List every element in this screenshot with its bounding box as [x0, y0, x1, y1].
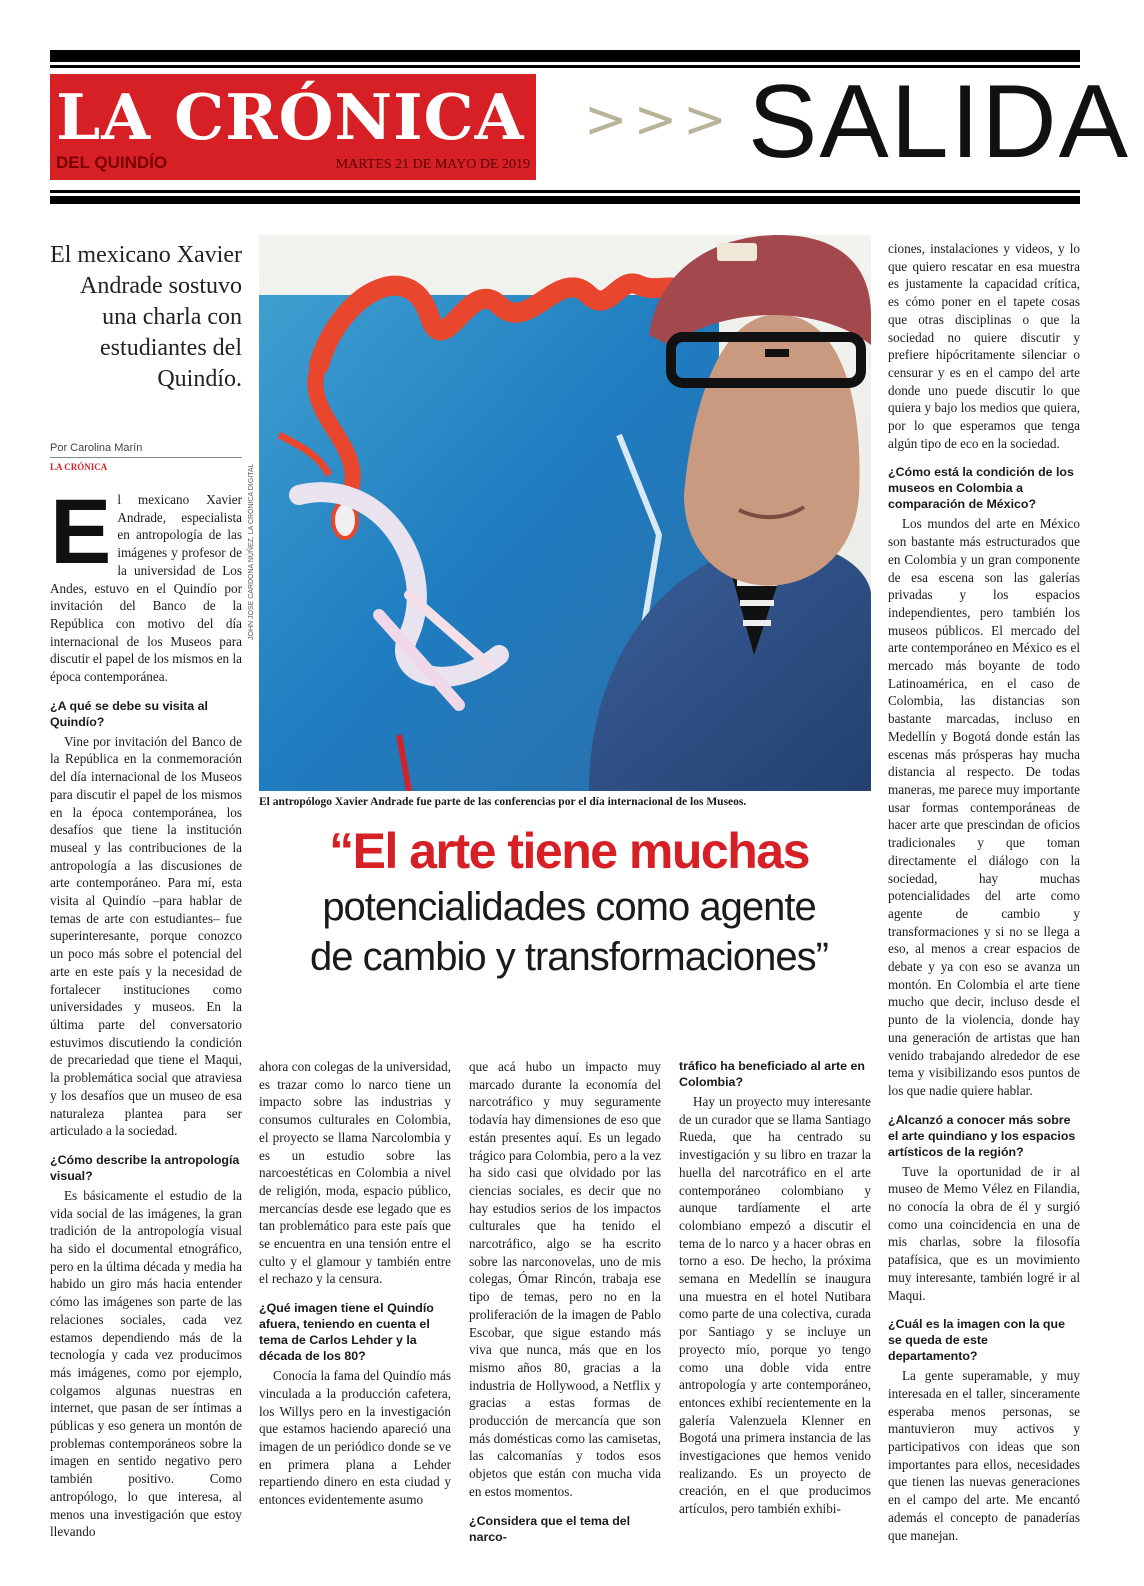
question-4-end: tráfico ha beneficiado al arte en Colombia?: [679, 1059, 865, 1089]
question-6: ¿Alcanzó a conocer más sobre el arte quindiano y los espacios artísticos de la región?: [888, 1112, 1076, 1159]
top-rule-thick: [50, 50, 1080, 62]
photo-caption: El antropólogo Xavier Andrade fue parte de las conferencias por el día internacional de los Museos.: [259, 796, 747, 808]
question-2: ¿Cómo describe la antropología visual?: [50, 1152, 240, 1183]
masthead-subtitle: DEL QUINDÍO: [56, 153, 168, 172]
answer-2: Es básicamente el estudio de la vida social de las imágenes, la gran tradición de la antropología visual ha sido el documental etnográfico, pero en la última década y media ha habido un giro más hacia entender cómo las imágenes son parte de las relaciones sociales, cada vez estamos dependiendo más de la tecnología y cada vez producimos más imágenes, como por ejemplo, colgamos algunas nuestras en internet, que pasan de ser íntimas a públicas y eso genera un montón de problemas contemporáneos sobre la imagen en sentido negativo pero también positivo. Como antropólogo, lo que interesa, al menos una investigación que estoy llevando: [50, 1187, 242, 1540]
article-photo: [259, 235, 871, 791]
answer-3-continued: que acá hubo un impacto muy marcado durante la economía del narcotráfico y muy seguramente todavía hay dimensiones de eso que están presentes aquí. Es un legado trágico para Colombia, pero a la vez ha sido casi que olvidado por las ciencias sociales, es decir que no hay estudios serios de los impactos culturales que ha tenido el narcotráfico, algo se ha escrito sobre las narconovelas, uno de mis colegas, Ómar Rincón, trabaja ese tipo de temas, pero no en la proliferación de la imagen de Pablo Escobar, que sigue estando más viva que nunca, más que en los mismo años 80, gracias a la industria de Hollywood, a Netflix y gracias a estas formas de producción de mercancía que son más domésticas como las camisetas, las calcomanías y todos esos objetos que están con mucha vida en estos momentos.: [469, 1059, 661, 1499]
question-4-start: ¿Considera que el tema del narco-: [469, 1513, 631, 1544]
byline-outlet: LA CRÓNICA: [50, 462, 108, 472]
photo-illustration: [259, 235, 871, 791]
photo-credit: JOHN JOSE CARDONA NÚÑEZ, LA CRÓNICA DIGITAL: [248, 463, 255, 640]
lead-paragraph: l mexicano Xavier Andrade, especialista en antropología de las imágenes y profesor de la universidad de Los Andes, estuvo en el Quindío por invitación del Banco de la República con motivo del día internacional de los Museos para discutir el papel de los mismos en la época contemporánea.: [50, 492, 242, 685]
answer-7: La gente superamable, y muy interesada en el taller, sinceramente esperaba menos personas, se mantuvieron muy activos y participativos con ideas que son importantes para ellos, necesidades que tienen las nuevas generaciones en el campo del arte. Me encantó además el concepto de panaderías que manejan.: [888, 1368, 1080, 1543]
answer-4-continued: ciones, instalaciones y videos, y lo que quiero rescatar en esa muestra es justamente la capacidad crítica, es cómo poner en el tapete cosas que otras disciplinas o que la sociedad no quiere discutir y prefiere hipócritamente silenciar o censurar y es en el campo del arte donde uno puede discutir lo que quiera y bajo los medios que quiera, por lo que esperamos que tenga algún tipo de eco en la sociedad.: [888, 241, 1080, 451]
answer-1: Vine por invitación del Banco de la República en la conmemoración del día internacional de los Museos para discutir el papel de los mismos en la época contemporánea, los desafíos que tiene la institución museal y las contribuciones de la antropología a las discusiones de arte contemporáneo. Para mí, esta visita al Quindío –para hablar de temas de arte con estudiantes– fue superinteresante, porque conozco un poco más sobre el potencial del arte en este país y la necesidad de fortalecer instituciones como universidades y museos. En la última parte del conversatorio estuvimos discutiendo la condición de precariedad que tiene el Maqui, la problemática social que atraviesa y los desafíos que un museo de esa naturaleza plantea para ser articulado a la sociedad.: [50, 733, 242, 1139]
masthead: [50, 74, 536, 180]
masthead-date: MARTES 21 DE MAYO DE 2019: [335, 157, 530, 172]
answer-4: Hay un proyecto muy interesante de un curador que se llama Santiago Rueda, que ha centrado su investigación y su libro en trazar la huella del narcotráfico en el arte contemporáneo colombiano y aunque tardíamente el arte colombiano empezó a discutir el tema de lo narco y a hacer obras en torno a eso. De hecho, la próxima semana en Medellín se inaugura una muestra en el hotel Nutibara como parte de una colectiva, curada por Santiago y se incluye un proyecto mío, porque yo tengo como una doble vida entre antropología y arte contemporáneo, entonces exhibí recientemente en la galería Valenzuela Klenner en Bogotá una primera instancia de las investigaciones que hemos venido realizando. Es un proyecto de creación, en el que producimos artículos, pero también exhibi-: [679, 1094, 871, 1517]
answer-5: Los mundos del arte en México son bastante más estructurados que en Colombia y un gran componente de esa escena son las galerías privadas y los espacios independientes, pero también los museos públicos. El mercado del arte contemporáneo en México es el mercado más boyante de todo Latinoamérica, en el caso de Colombia, las distancias son bastante marcadas, incluso en Medellín y Bogotá donde están las escenas más prósperas hay mucha distancia al respecto. De todas maneras, me parece muy importante usar formas contemporáneas de hacer arte que prescindan de oficios tradicionales y que toman directamente el diálogo con la sociedad, hay muchas potencialidades del arte como agente de cambio y transformaciones y si no se llega a eso, al menos a crear espacios de debate y ya con eso se avanza un montón. En Colombia el arte tiene mucho que decir, incluso desde el punto de la violencia, donde hay una generación de artistas que han venido trabajando alrededor de ese tema y visibilizando esos puntos de los que nadie quiere hablar.: [888, 516, 1080, 1098]
article-column-4: [679, 1058, 871, 1518]
article-deck: El mexicano Xavier Andrade sostuvo una charla con estudiantes del Quindío.: [50, 242, 242, 392]
answer-3: Conocía la fama del Quindío más vinculada a la producción cafetera, los Willys pero en la investigación que estamos haciendo apareció una imagen de un periódico donde se ve en primera plana a Lehder repartiendo dinero en esta ciudad y entonces evidentemente asumo: [259, 1368, 451, 1508]
byline-author: Por Carolina Marín: [50, 442, 242, 458]
question-5: ¿Cómo está la condición de los museos en Colombia a comparación de México?: [888, 465, 1074, 512]
question-1: ¿A qué se debe su visita al Quindío?: [50, 698, 208, 729]
article-column-5: [888, 240, 1080, 1544]
section-title: SALIDA: [748, 64, 1130, 180]
section-arrows: >>>: [584, 90, 733, 150]
question-3: ¿Qué imagen tiene el Quindío afuera, teniendo en cuenta el tema de Carlos Lehder y la década de los 80?: [259, 1301, 434, 1364]
answer-2-continued: ahora con colegas de la universidad, es trazar como lo narco tiene un impacto sobre las industrias y consumos culturales en Colombia, el proyecto se llama Narcolombia y es un estudio sobre las narcoestéticas en Colombia a nivel de religión, moda, espacio público, mercancías desde ese legado que es tan problemático para este país que se encuentra en una tensión entre el culto y el glamour y también entre el rechazo y la censura.: [259, 1059, 451, 1287]
headline-line-1: “El arte tiene muchas: [329, 823, 809, 879]
headline-line-3: de cambio y transformaciones”: [310, 935, 828, 979]
article-column-3: [469, 1058, 661, 1548]
headline: [259, 820, 879, 982]
header-rule-thin: [50, 190, 1080, 193]
answer-6: Tuve la oportunidad de ir al museo de Memo Vélez en Filandia, no conocía la obra de él y surgió como una coincidencia en una de mis charlas, sobre la filosofía patafísica, que es un movimiento muy interesante, también logré ir al Maqui.: [888, 1163, 1080, 1303]
masthead-title: LA CRÓNICA: [56, 80, 525, 154]
article-column-2: [259, 1058, 451, 1509]
headline-line-2: potencialidades como agente: [322, 885, 816, 929]
question-7: ¿Cuál es la imagen con la que se queda de este departamento?: [888, 1317, 1065, 1364]
drop-cap: E: [50, 481, 112, 583]
header-rule-thick: [50, 196, 1080, 204]
article-column-1: [50, 481, 242, 1541]
